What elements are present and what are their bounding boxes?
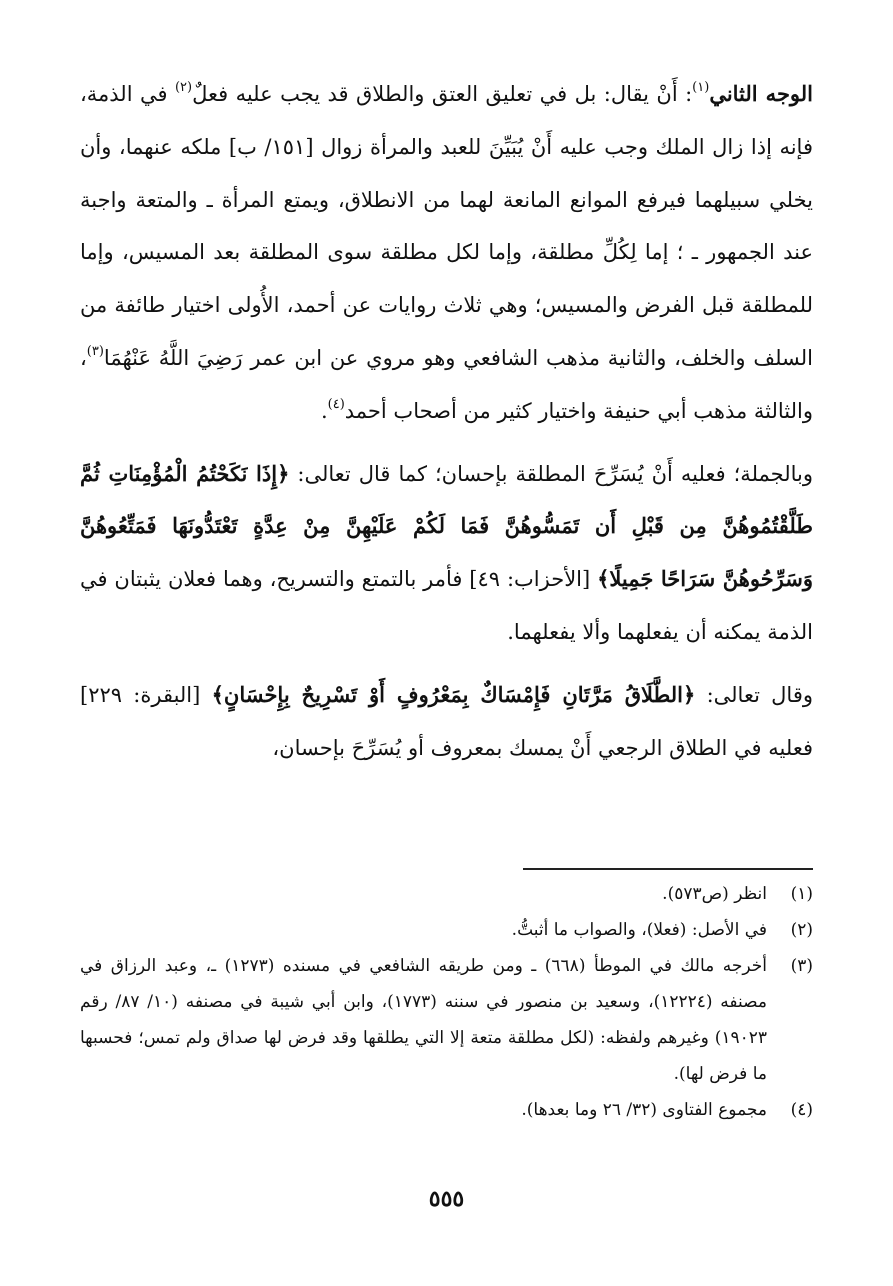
footnote-2: [80, 912, 813, 948]
main-text: [80, 68, 813, 774]
footnote-4: [80, 1092, 813, 1128]
footnote-text: أخرجه مالك في الموطأ (٦٦٨) ـ ومن طريقه الشافعي في مسنده (١٢٧٣) ـ، وعبد الرزاق في مصنفه (١٢٢٢٤)، وسعيد بن منصور في سننه (١٧٧٣)، وابن أبي شيبة في مصنفه (١٠/ ٨٧/ رقم ١٩٠٢٣) وغيرهم ولفظه: (لكل مطلقة متعة إلا التي يطلقها وقد فرض لها صداق ولم تمس؛ فحسبها ما فرض لها).: [80, 956, 767, 1084]
footnotes: [80, 876, 813, 1128]
paragraph-1-text-d: .: [320, 398, 328, 423]
paragraph-3-text-b: [البقرة: ٢٢٩] فعليه في الطلاق الرجعي أَنْ يمسك بمعروف أو يُسَرِّحَ بإحسان،: [80, 682, 813, 760]
paragraph-3-text-a: وقال تعالى:: [695, 682, 814, 707]
footnote-ref-1: (١): [692, 80, 710, 95]
paragraph-3: [80, 669, 813, 775]
footnote-text: في الأصل: (فعلا)، والصواب ما أثبتُّ.: [511, 920, 767, 940]
paragraph-1-text-c: ، والثالثة مذهب أبي حنيفة واختيار كثير من أصحاب أحمد: [80, 345, 813, 423]
footnote-divider: [523, 868, 813, 870]
paragraph-2-text-b: [الأحزاب: ٤٩] فأمر بالتمتع والتسريح، وهما فعلان يثبتان في الذمة يمكنه أن يفعلهما وألا يفعلهما.: [80, 567, 813, 644]
footnote-ref-4: (٤): [327, 396, 345, 412]
footnote-ref-2: (٢): [174, 80, 193, 95]
quran-verse-ahzab: ﴿إِذَا نَكَحْتُمُ الْمُؤْمِنَاتِ ثُمَّ طَلَّقْتُمُوهُنَّ مِن قَبْلِ أَن تَمَسُّوهُنَّ فَمَا لَكُمْ عَلَيْهِنَّ مِنْ عِدَّةٍ تَعْتَدُّونَهَا فَمَتِّعُوهُنَّ وَسَرِّحُوهُنَّ سَرَاحًا جَمِيلًا﴾: [80, 460, 813, 592]
paragraph-2-text-a: وبالجملة؛ فعليه أَنْ يُسَرِّحَ المطلقة بإحسان؛ كما قال تعالى:: [289, 461, 813, 486]
paragraph-1: [80, 68, 813, 438]
page-number: ٥٥٥: [428, 1186, 465, 1212]
paragraph-1-text-b: في الذمة، فإنه إذا زال الملك وجب عليه أَنْ يُبَيِّنَ للعبد والمرأة زوال [١٥١/ ب] ملكه عنهما، وأن يخلي سبيلهما فيرفع الموانع المانعة لهما من الانطلاق، ويمتع المرأة ـ والمتعة واجبة عند الجمهور ـ ؛ إما لِكُلِّ مطلقة، وإما لكل مطلقة سوى المطلقة بعد المسيس، وإما للمطلقة قبل الفرض والمسيس؛ وهي ثلاث روايات عن أحمد، الأُولى اختيار طائفة من السلف والخلف، والثانية مذهب الشافعي وهو مروي عن ابن عمر رَضِيَ اللَّهُ عَنْهُمَا: [80, 82, 813, 370]
paragraph-1-text-a: : أَنْ يقال: بل في تعليق العتق والطلاق قد يجب عليه فعلٌ: [192, 82, 693, 106]
footnote-number: (٢): [790, 920, 813, 940]
paragraph-2: [80, 448, 813, 659]
footnote-1: [80, 876, 813, 912]
footnote-3: [80, 948, 813, 1092]
section-heading: الوجه الثاني: [709, 81, 814, 106]
footnote-number: (٤): [790, 1100, 813, 1120]
footnote-text: انظر (ص٥٧٣).: [662, 884, 767, 904]
footnote-text: مجموع الفتاوى (٣٢/ ٢٦ وما بعدها).: [521, 1100, 767, 1120]
footnote-number: (٣): [790, 956, 813, 976]
footnote-number: (١): [790, 884, 813, 904]
footnote-ref-3: (٣): [86, 343, 104, 359]
quran-verse-baqara: ﴿الطَّلَاقُ مَرَّتَانِ فَإِمْسَاكٌ بِمَعْرُوفٍ أَوْ تَسْرِيحٌ بِإِحْسَانٍ﴾: [211, 681, 696, 707]
